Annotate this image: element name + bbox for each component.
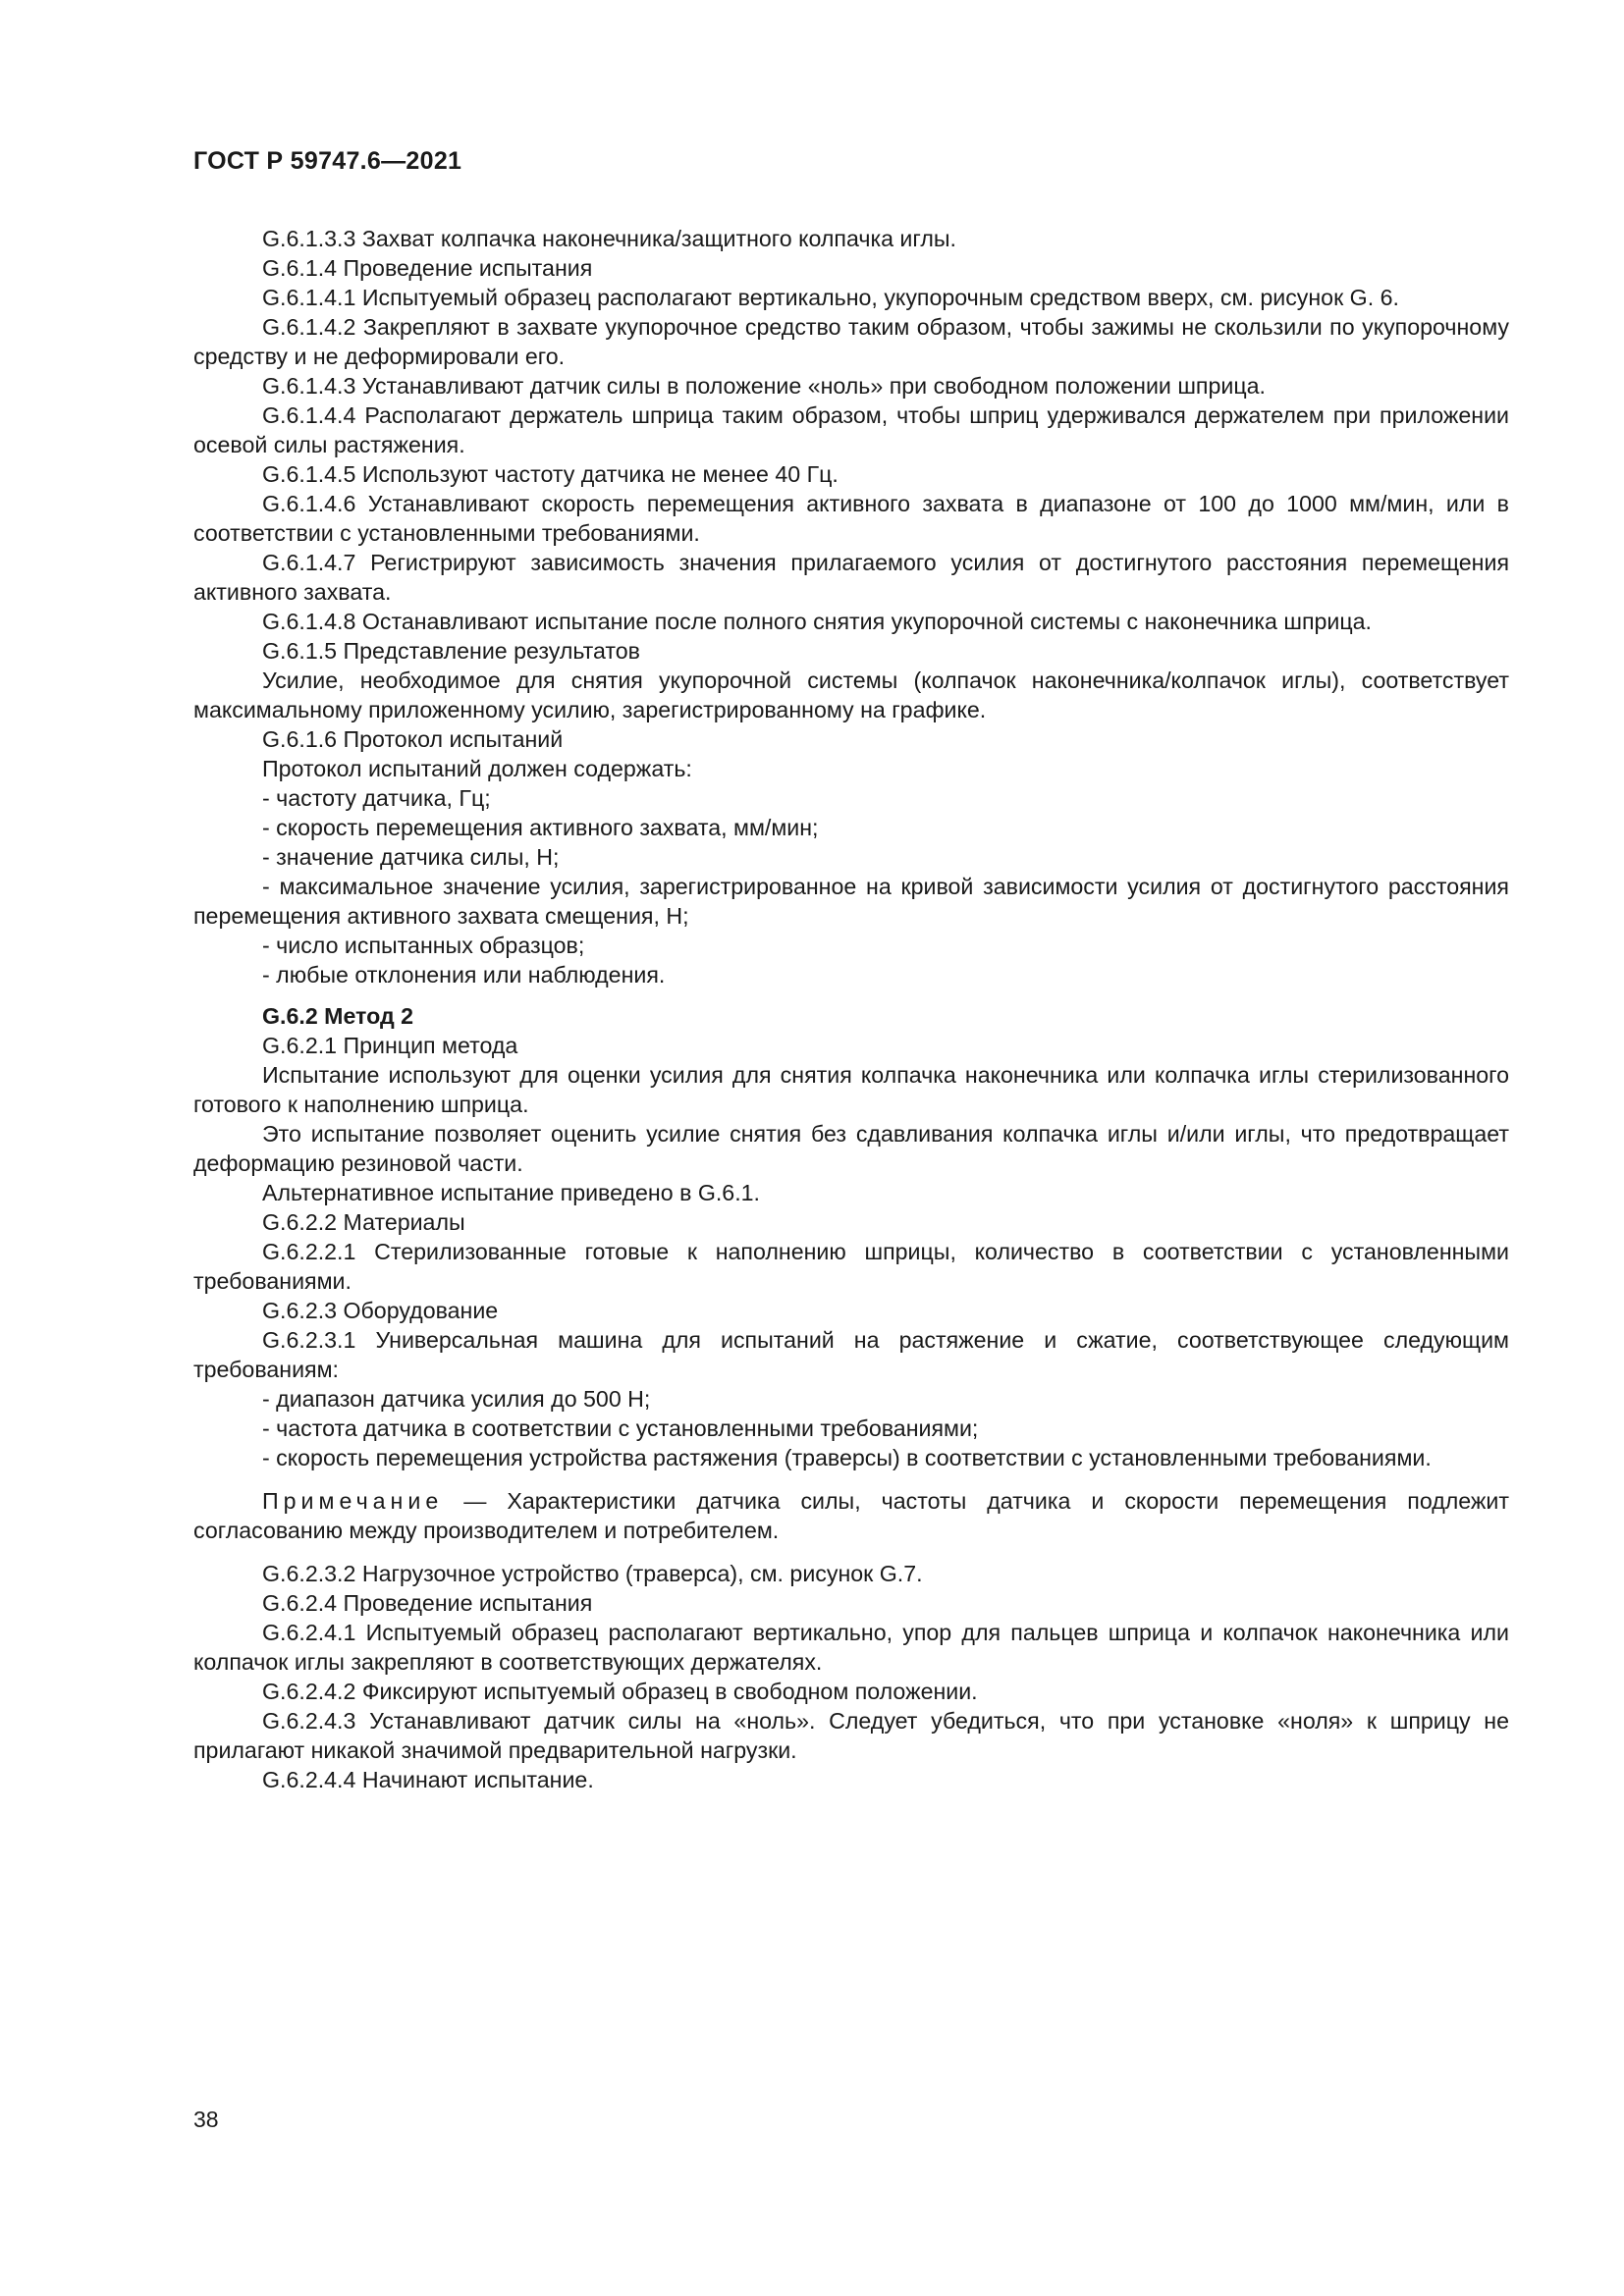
- subsection-heading: G.6.2.2 Материалы: [262, 1209, 465, 1235]
- page-number: 38: [193, 2107, 219, 2132]
- paragraph: G.6.2.4.3 Устанавливают датчик силы на «ноль». Следует убедиться, что при установке «ноля» к шприцу не прилагают никакой значимой предварительной нагрузки.: [193, 1708, 1509, 1763]
- paragraph: G.6.1.4.2 Закрепляют в захвате укупорочное средство таким образом, чтобы зажимы не скользили по укупорочному средству и не деформировали его.: [193, 314, 1509, 369]
- paragraph: G.6.2.4.2 Фиксируют испытуемый образец в свободном положении.: [262, 1679, 978, 1704]
- document-body: [193, 224, 1509, 1794]
- note-label: Примечание: [262, 1488, 444, 1514]
- subsection-heading: G.6.1.5 Представление результатов: [262, 638, 640, 664]
- note-text: Характеристики датчика силы, частоты датчика и скорости перемещения подлежит согласованию между производителем и потребителем.: [193, 1488, 1510, 1543]
- paragraph: G.6.1.4.1 Испытуемый образец располагают вертикально, укупорочным средством вверх, см. рисунок G. 6.: [262, 285, 1399, 310]
- paragraph: G.6.2.2.1 Стерилизованные готовые к наполнению шприцы, количество в соответствии с установленными требованиями.: [193, 1239, 1509, 1294]
- subsection-heading: G.6.2.1 Принцип метода: [262, 1033, 518, 1058]
- list-item: - частота датчика в соответствии с установленными требованиями;: [262, 1415, 979, 1441]
- paragraph: G.6.1.4.7 Регистрируют зависимость значения прилагаемого усилия от достигнутого расстояния перемещения активного захвата.: [193, 550, 1509, 605]
- list-item: - значение датчика силы, Н;: [262, 844, 560, 870]
- subsection-heading: G.6.2.3 Оборудование: [262, 1298, 499, 1323]
- note: [193, 1486, 1509, 1545]
- subsection-heading: G.6.1.4 Проведение испытания: [262, 255, 593, 281]
- subsection-heading: G.6.2.4 Проведение испытания: [262, 1590, 593, 1616]
- paragraph: Альтернативное испытание приведено в G.6.1.: [262, 1180, 760, 1205]
- section-heading-g62: G.6.2 Метод 2: [262, 1003, 414, 1029]
- list-item: - диапазон датчика усилия до 500 Н;: [262, 1386, 651, 1412]
- paragraph: G.6.2.3.1 Универсальная машина для испытаний на растяжение и сжатие, соответствующее следующим требованиям:: [193, 1327, 1509, 1382]
- paragraph: G.6.1.3.3 Захват колпачка наконечника/защитного колпачка иглы.: [262, 226, 956, 251]
- list-item: - частоту датчика, Гц;: [262, 785, 491, 811]
- document-header: ГОСТ Р 59747.6—2021: [193, 147, 462, 175]
- paragraph: G.6.1.4.3 Устанавливают датчик силы в положение «ноль» при свободном положении шприца.: [262, 373, 1266, 399]
- paragraph: G.6.2.4.4 Начинают испытание.: [262, 1767, 594, 1792]
- paragraph: G.6.1.4.4 Располагают держатель шприца таким образом, чтобы шприц удерживался держателем при приложении осевой силы растяжения.: [193, 402, 1509, 457]
- list-item: - число испытанных образцов;: [262, 933, 585, 958]
- list-item: - максимальное значение усилия, зарегистрированное на кривой зависимости усилия от достигнутого расстояния перемещения активного захвата смещения, Н;: [193, 874, 1509, 929]
- note-dash: —: [443, 1488, 508, 1514]
- paragraph: Протокол испытаний должен содержать:: [262, 756, 692, 781]
- paragraph: G.6.1.4.8 Останавливают испытание после полного снятия укупорочной системы с наконечника шприца.: [262, 609, 1372, 634]
- paragraph: Испытание используют для оценки усилия для снятия колпачка наконечника или колпачка иглы стерилизованного готового к наполнению шприца.: [193, 1062, 1509, 1117]
- paragraph: G.6.1.4.6 Устанавливают скорость перемещения активного захвата в диапазоне от 100 до 1000 мм/мин, или в соответствии с установленными требованиями.: [193, 491, 1509, 546]
- paragraph: G.6.2.4.1 Испытуемый образец располагают вертикально, упор для пальцев шприца и колпачок наконечника или колпачок иглы закрепляют в соответствующих держателях.: [193, 1620, 1509, 1675]
- paragraph: Это испытание позволяет оценить усилие снятия без сдавливания колпачка иглы и/или иглы, что предотвращает деформацию резиновой части.: [193, 1121, 1509, 1176]
- paragraph: G.6.2.3.2 Нагрузочное устройство (траверса), см. рисунок G.7.: [262, 1561, 923, 1586]
- paragraph: Усилие, необходимое для снятия укупорочной системы (колпачок наконечника/колпачок иглы), соответствует максимальному приложенному усилию, зарегистрированному на графике.: [193, 667, 1509, 722]
- list-item: - скорость перемещения активного захвата, мм/мин;: [262, 815, 819, 840]
- paragraph: G.6.1.4.5 Используют частоту датчика не менее 40 Гц.: [262, 461, 839, 487]
- list-item: - любые отклонения или наблюдения.: [262, 962, 666, 988]
- list-item: - скорость перемещения устройства растяжения (траверсы) в соответствии с установленными требованиями.: [262, 1445, 1432, 1470]
- subsection-heading: G.6.1.6 Протокол испытаний: [262, 726, 564, 752]
